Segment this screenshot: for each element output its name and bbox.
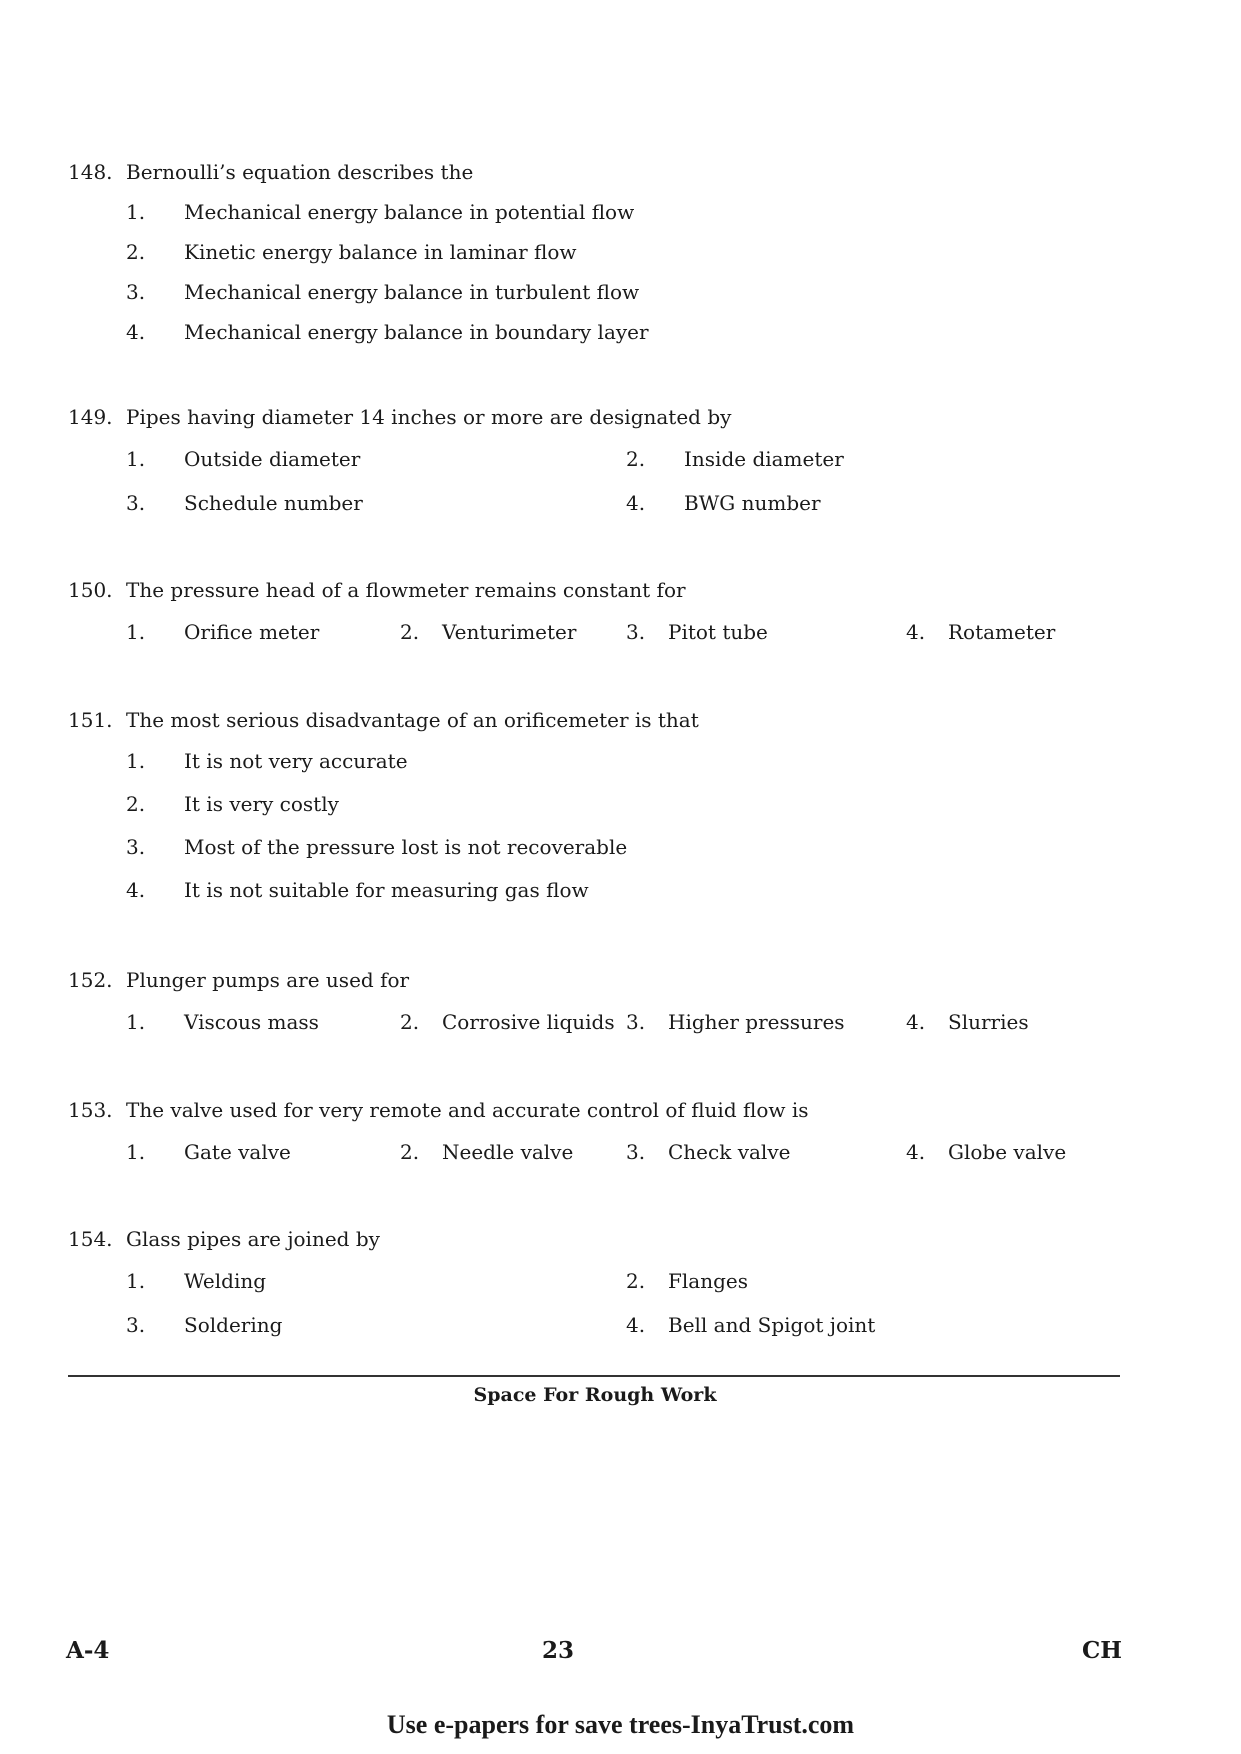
option-number: 3. bbox=[126, 835, 146, 859]
option-3 bbox=[626, 610, 768, 654]
option-number: 1. bbox=[126, 620, 146, 644]
question-number: 152. bbox=[68, 968, 113, 992]
option-row bbox=[68, 1000, 1128, 1044]
footer-series-code: A-4 bbox=[66, 1637, 110, 1664]
option-2 bbox=[626, 1259, 748, 1303]
question-150 bbox=[68, 570, 1128, 654]
option-4 bbox=[626, 481, 821, 525]
option-4 bbox=[906, 1000, 1029, 1044]
option-number: 3. bbox=[126, 1313, 146, 1337]
option-row bbox=[68, 481, 1128, 525]
option-number: 1. bbox=[126, 447, 146, 471]
option-number: 2. bbox=[126, 240, 146, 264]
question-stem bbox=[68, 1219, 1128, 1259]
option-text: Bell and Spigot joint bbox=[668, 1313, 876, 1337]
option-number: 1. bbox=[126, 749, 146, 773]
option-text: Flanges bbox=[668, 1269, 748, 1293]
option-text: Mechanical energy balance in boundary layer bbox=[184, 320, 649, 344]
question-153 bbox=[68, 1090, 1128, 1174]
option-text: Globe valve bbox=[948, 1140, 1067, 1164]
option-text: Check valve bbox=[668, 1140, 791, 1164]
option-row bbox=[68, 740, 1128, 783]
option-4 bbox=[906, 610, 1055, 654]
option-number: 4. bbox=[126, 320, 146, 344]
option-1 bbox=[126, 437, 360, 481]
option-text: Orifice meter bbox=[184, 620, 320, 644]
option-row bbox=[68, 783, 1128, 826]
option-number: 1. bbox=[126, 1010, 146, 1034]
question-number: 148. bbox=[68, 160, 113, 184]
option-1 bbox=[126, 1259, 266, 1303]
option-4 bbox=[906, 1130, 1066, 1174]
option-2 bbox=[626, 437, 844, 481]
option-4 bbox=[626, 1303, 875, 1347]
option-text: Outside diameter bbox=[184, 447, 361, 471]
option-row bbox=[68, 610, 1128, 654]
option-row bbox=[68, 1259, 1128, 1303]
option-3 bbox=[126, 272, 639, 312]
option-2 bbox=[400, 1130, 573, 1174]
option-2 bbox=[400, 1000, 615, 1044]
question-stem bbox=[68, 152, 1128, 192]
question-stem bbox=[68, 397, 1128, 437]
option-text: Slurries bbox=[948, 1010, 1029, 1034]
question-154 bbox=[68, 1219, 1128, 1347]
option-1 bbox=[126, 1000, 319, 1044]
option-text: Welding bbox=[184, 1269, 267, 1293]
question-152 bbox=[68, 960, 1128, 1044]
option-number: 1. bbox=[126, 200, 146, 224]
footer-subject-code: CH bbox=[1082, 1637, 1123, 1664]
question-stem bbox=[68, 570, 1128, 610]
option-text: Mechanical energy balance in turbulent flow bbox=[184, 280, 640, 304]
option-number: 1. bbox=[126, 1269, 146, 1293]
option-number: 2. bbox=[626, 1269, 646, 1293]
option-text: It is very costly bbox=[184, 792, 339, 816]
option-row bbox=[68, 826, 1128, 869]
option-3 bbox=[626, 1000, 845, 1044]
option-1 bbox=[126, 1130, 291, 1174]
option-2 bbox=[400, 610, 576, 654]
option-1 bbox=[126, 740, 408, 783]
question-number: 151. bbox=[68, 708, 113, 732]
option-text: Rotameter bbox=[948, 620, 1056, 644]
option-number: 2. bbox=[626, 447, 646, 471]
option-3 bbox=[626, 1130, 790, 1174]
option-text: It is not suitable for measuring gas flow bbox=[184, 878, 589, 902]
watermark-banner: Use e-papers for save trees-InyaTrust.com bbox=[386, 1710, 855, 1739]
question-text: The pressure head of a flowmeter remains constant for bbox=[126, 578, 686, 602]
question-stem bbox=[68, 1090, 1128, 1130]
option-text: Schedule number bbox=[184, 491, 363, 515]
question-151 bbox=[68, 700, 1128, 912]
option-row bbox=[68, 232, 1128, 272]
option-row bbox=[68, 869, 1128, 912]
option-number: 3. bbox=[626, 1140, 646, 1164]
option-2 bbox=[126, 232, 576, 272]
option-number: 4. bbox=[626, 491, 646, 515]
option-row bbox=[68, 1130, 1128, 1174]
question-stem bbox=[68, 960, 1128, 1000]
option-text: Inside diameter bbox=[684, 447, 844, 471]
question-number: 154. bbox=[68, 1227, 113, 1251]
option-row bbox=[68, 192, 1128, 232]
option-row bbox=[68, 312, 1128, 352]
option-row bbox=[68, 437, 1128, 481]
option-number: 2. bbox=[400, 1140, 420, 1164]
option-number: 2. bbox=[400, 1010, 420, 1034]
rough-work-divider bbox=[68, 1375, 1120, 1377]
question-text: Glass pipes are joined by bbox=[126, 1227, 380, 1251]
question-number: 149. bbox=[68, 405, 113, 429]
option-number: 4. bbox=[906, 620, 926, 644]
option-text: Mechanical energy balance in potential flow bbox=[184, 200, 635, 224]
option-3 bbox=[126, 826, 627, 869]
option-3 bbox=[126, 1303, 282, 1347]
option-text: Needle valve bbox=[442, 1140, 574, 1164]
option-row bbox=[68, 272, 1128, 312]
option-number: 3. bbox=[626, 1010, 646, 1034]
option-text: Soldering bbox=[184, 1313, 283, 1337]
question-stem bbox=[68, 700, 1128, 740]
option-number: 4. bbox=[906, 1140, 926, 1164]
option-text: Viscous mass bbox=[184, 1010, 319, 1034]
option-1 bbox=[126, 610, 319, 654]
option-4 bbox=[126, 312, 649, 352]
option-2 bbox=[126, 783, 339, 826]
rough-work-label: Space For Rough Work bbox=[473, 1384, 717, 1406]
option-text: Higher pressures bbox=[668, 1010, 845, 1034]
question-text: Plunger pumps are used for bbox=[126, 968, 410, 992]
option-number: 4. bbox=[126, 878, 146, 902]
option-number: 4. bbox=[626, 1313, 646, 1337]
option-text: Gate valve bbox=[184, 1140, 291, 1164]
option-text: Corrosive liquids bbox=[442, 1010, 615, 1034]
option-text: Most of the pressure lost is not recoverable bbox=[184, 835, 628, 859]
option-number: 2. bbox=[126, 792, 146, 816]
option-4 bbox=[126, 869, 589, 912]
option-number: 2. bbox=[400, 620, 420, 644]
question-148 bbox=[68, 152, 1128, 352]
question-text: Pipes having diameter 14 inches or more are designated by bbox=[126, 405, 732, 429]
question-number: 153. bbox=[68, 1098, 113, 1122]
question-149 bbox=[68, 397, 1128, 525]
option-text: BWG number bbox=[684, 491, 821, 515]
option-text: Venturimeter bbox=[442, 620, 577, 644]
question-text: The valve used for very remote and accurate control of fluid flow is bbox=[126, 1098, 809, 1122]
question-text: The most serious disadvantage of an orificemeter is that bbox=[126, 708, 699, 732]
option-row bbox=[68, 1303, 1128, 1347]
question-text: Bernoulli’s equation describes the bbox=[126, 160, 474, 184]
footer-page-number: 23 bbox=[541, 1637, 574, 1664]
option-text: It is not very accurate bbox=[184, 749, 408, 773]
option-text: Kinetic energy balance in laminar flow bbox=[184, 240, 577, 264]
option-number: 3. bbox=[626, 620, 646, 644]
option-number: 3. bbox=[126, 491, 146, 515]
option-number: 1. bbox=[126, 1140, 146, 1164]
option-1 bbox=[126, 192, 634, 232]
option-number: 3. bbox=[126, 280, 146, 304]
question-number: 150. bbox=[68, 578, 113, 602]
option-3 bbox=[126, 481, 363, 525]
option-number: 4. bbox=[906, 1010, 926, 1034]
option-text: Pitot tube bbox=[668, 620, 768, 644]
